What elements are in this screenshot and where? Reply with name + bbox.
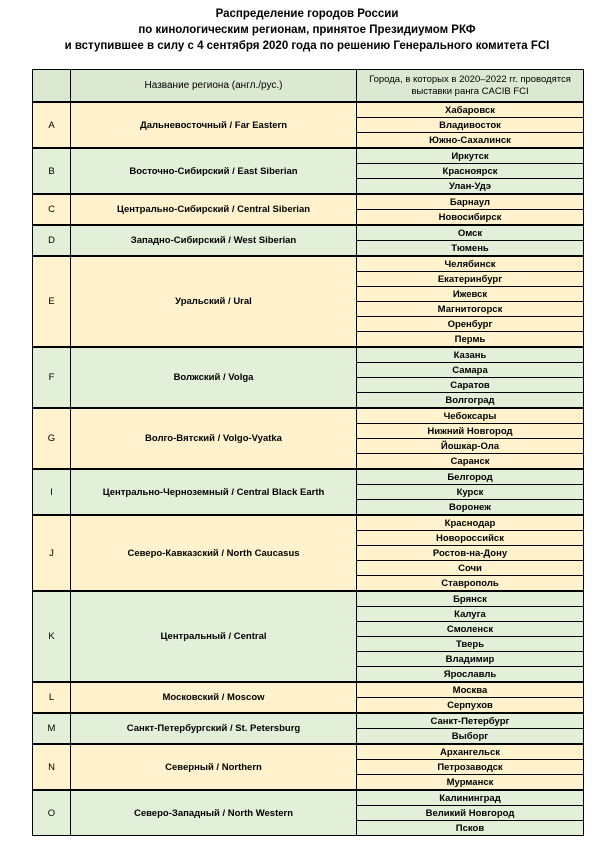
city-cell: Чебоксары <box>357 408 584 424</box>
city-cell: Ижевск <box>357 287 584 302</box>
table-row <box>33 102 584 118</box>
region-letter: B <box>33 148 71 194</box>
city-cell: Ростов-на-Дону <box>357 546 584 561</box>
table-row <box>33 682 584 698</box>
city-cell: Иркутск <box>357 148 584 164</box>
city-cell: Владимир <box>357 652 584 667</box>
header-cities: Города, в которых в 2020–2022 гг. проводятся выставки ранга CACIB FCI <box>357 70 584 103</box>
city-cell: Калининград <box>357 790 584 806</box>
region-name: Центрально-Черноземный / Central Black Earth <box>71 469 357 515</box>
region-name: Западно-Сибирский / West Siberian <box>71 225 357 256</box>
city-cell: Саранск <box>357 454 584 470</box>
region-name: Санкт-Петербургский / St. Petersburg <box>71 713 357 744</box>
city-cell: Серпухов <box>357 698 584 714</box>
table-row <box>33 408 584 424</box>
region-letter: O <box>33 790 71 836</box>
region-letter: M <box>33 713 71 744</box>
city-cell: Краснодар <box>357 515 584 531</box>
city-cell: Хабаровск <box>357 102 584 118</box>
city-cell: Нижний Новгород <box>357 424 584 439</box>
table-row <box>33 194 584 210</box>
region-letter: E <box>33 256 71 347</box>
city-cell: Челябинск <box>357 256 584 272</box>
city-cell: Улан-Удэ <box>357 179 584 195</box>
region-name: Московский / Moscow <box>71 682 357 713</box>
city-cell: Казань <box>357 347 584 363</box>
city-cell: Йошкар-Ола <box>357 439 584 454</box>
city-cell: Курск <box>357 485 584 500</box>
city-cell: Омск <box>357 225 584 241</box>
table-row <box>33 744 584 760</box>
region-letter: J <box>33 515 71 591</box>
header-region-name: Название региона (англ./рус.) <box>71 70 357 103</box>
city-cell: Новосибирск <box>357 210 584 226</box>
header-letter-cell <box>33 70 71 103</box>
table-row <box>33 148 584 164</box>
table-header-row <box>33 70 584 103</box>
city-cell: Барнаул <box>357 194 584 210</box>
city-cell: Тюмень <box>357 241 584 257</box>
city-cell: Санкт-Петербург <box>357 713 584 729</box>
page-title <box>0 6 614 54</box>
city-cell: Петрозаводск <box>357 760 584 775</box>
table-row <box>33 256 584 272</box>
table-row <box>33 591 584 607</box>
city-cell: Екатеринбург <box>357 272 584 287</box>
region-name: Северный / Northern <box>71 744 357 790</box>
city-cell: Волгоград <box>357 393 584 409</box>
city-cell: Выборг <box>357 729 584 745</box>
city-cell: Магнитогорск <box>357 302 584 317</box>
city-cell: Тверь <box>357 637 584 652</box>
city-cell: Смоленск <box>357 622 584 637</box>
regions-table <box>32 69 584 836</box>
city-cell: Мурманск <box>357 775 584 791</box>
region-letter: D <box>33 225 71 256</box>
city-cell: Воронеж <box>357 500 584 516</box>
region-letter: F <box>33 347 71 408</box>
city-cell: Самара <box>357 363 584 378</box>
region-name: Центрально-Сибирский / Central Siberian <box>71 194 357 225</box>
region-name: Центральный / Central <box>71 591 357 682</box>
table-row <box>33 713 584 729</box>
title-line-3: и вступившее в силу с 4 сентября 2020 года по решению Генерального комитета FCI <box>64 40 550 52</box>
city-cell: Ставрополь <box>357 576 584 592</box>
city-cell: Калуга <box>357 607 584 622</box>
region-letter: C <box>33 194 71 225</box>
region-letter: I <box>33 469 71 515</box>
table-row <box>33 790 584 806</box>
region-name: Восточно-Сибирский / East Siberian <box>71 148 357 194</box>
table-row <box>33 469 584 485</box>
regions-table-body <box>33 102 584 836</box>
title-line-2: по кинологическим регионам, принятое Президиумом РКФ <box>138 24 476 36</box>
region-letter: N <box>33 744 71 790</box>
city-cell: Оренбург <box>357 317 584 332</box>
region-letter: G <box>33 408 71 469</box>
city-cell: Великий Новгород <box>357 806 584 821</box>
region-name: Волго-Вятский / Volgo-Vyatka <box>71 408 357 469</box>
city-cell: Псков <box>357 821 584 836</box>
city-cell: Новороссийск <box>357 531 584 546</box>
city-cell: Пермь <box>357 332 584 348</box>
region-name: Северо-Западный / North Western <box>71 790 357 836</box>
region-letter: K <box>33 591 71 682</box>
city-cell: Ярославль <box>357 667 584 683</box>
title-line-1: Распределение городов России <box>215 8 399 20</box>
city-cell: Белгород <box>357 469 584 485</box>
region-name: Уральский / Ural <box>71 256 357 347</box>
table-row <box>33 515 584 531</box>
city-cell: Москва <box>357 682 584 698</box>
city-cell: Сочи <box>357 561 584 576</box>
region-letter: L <box>33 682 71 713</box>
region-name: Северо-Кавказский / North Caucasus <box>71 515 357 591</box>
city-cell: Красноярск <box>357 164 584 179</box>
region-letter: A <box>33 102 71 148</box>
city-cell: Владивосток <box>357 118 584 133</box>
region-name: Дальневосточный / Far Eastern <box>71 102 357 148</box>
city-cell: Архангельск <box>357 744 584 760</box>
region-name: Волжский / Volga <box>71 347 357 408</box>
city-cell: Саратов <box>357 378 584 393</box>
table-row <box>33 347 584 363</box>
city-cell: Южно-Сахалинск <box>357 133 584 149</box>
city-cell: Брянск <box>357 591 584 607</box>
table-row <box>33 225 584 241</box>
